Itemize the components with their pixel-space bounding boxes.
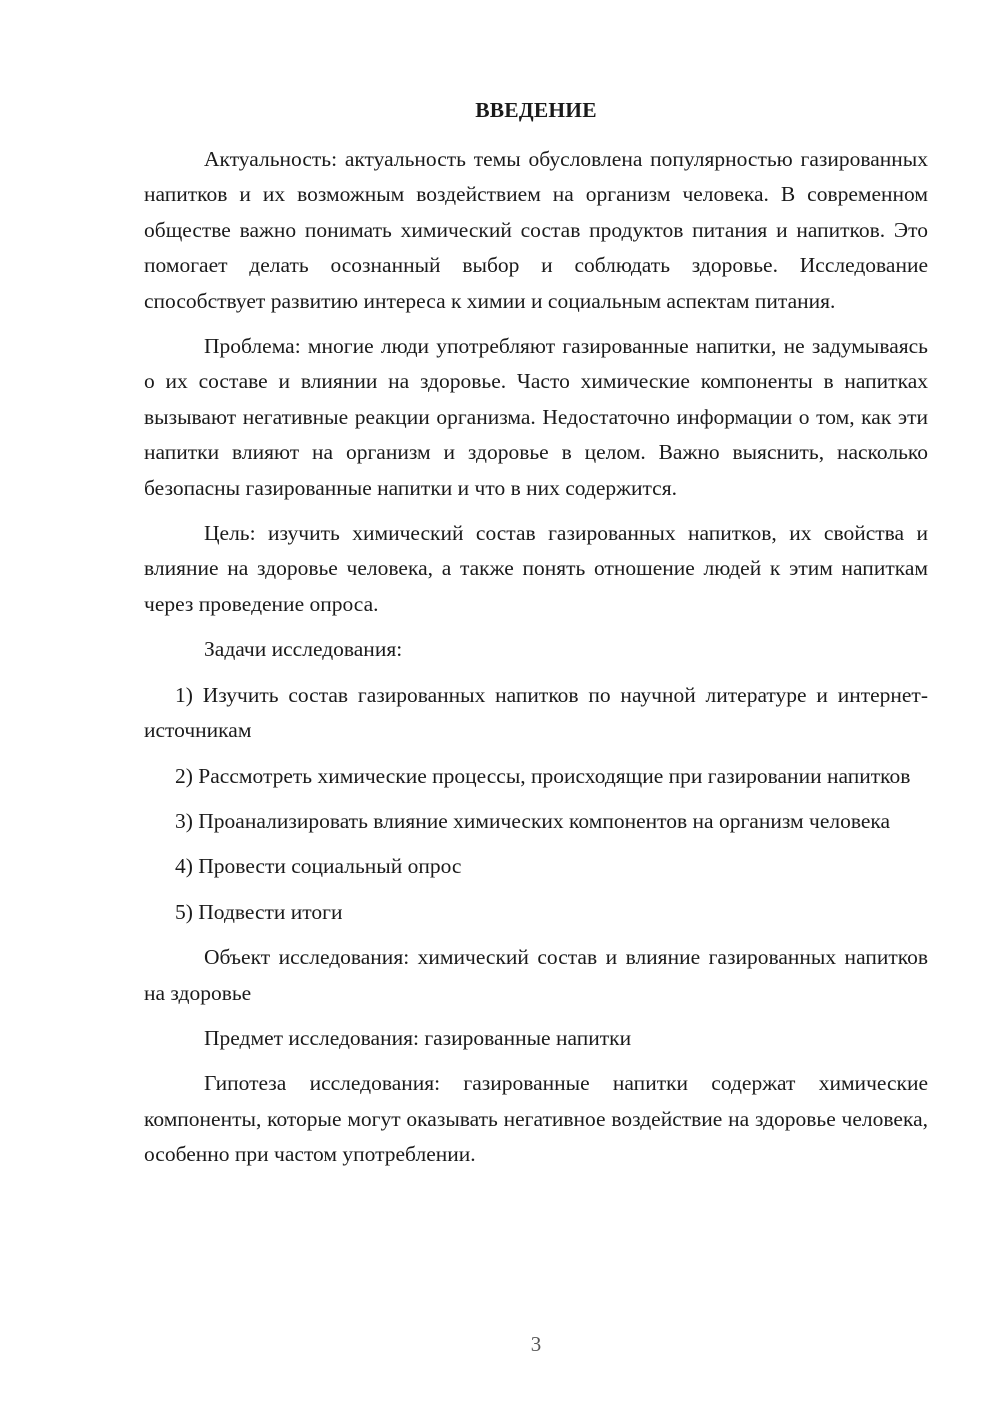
- paragraph-relevance: Актуальность: актуальность темы обусловлена популярностью газированных напитков и их возможным воздействием на организм человека. В современном обществе важно понимать химический состав продуктов питания и напитков. Это помогает делать осознанный выбор и соблюдать здоровье. Исследование способствует развитию интереса к химии и социальным аспектам питания.: [144, 147, 928, 313]
- list-item-task-5: 5) Подвести итоги: [175, 899, 343, 924]
- paragraph-object: Объект исследования: химический состав и влияние газированных напитков на здоровье: [144, 945, 928, 1005]
- list-item-task-3: 3) Проанализировать влияние химических компонентов на организм человека: [175, 808, 891, 833]
- list-item-task-2: 2) Рассмотреть химические процессы, происходящие при газировании напитков: [175, 763, 911, 788]
- paragraph-goal: Цель: изучить химический состав газированных напитков, их свойства и влияние на здоровье человека, а также понять отношение людей к этим напиткам через проведение опроса.: [144, 521, 928, 616]
- list-item-task-4: 4) Провести социальный опрос: [175, 854, 462, 879]
- section-heading: ВВЕДЕНИЕ: [475, 98, 597, 122]
- document-body: [144, 142, 928, 1173]
- list-item-task-1: 1) Изучить состав газированных напитков по научной литературе и интернет-источникам: [144, 682, 928, 743]
- page-number: 3: [530, 1332, 542, 1356]
- paragraph-problem: Проблема: многие люди употребляют газированные напитки, не задумываясь о их составе и влиянии на здоровье. Часто химические компоненты в напитках вызывают негативные реакции организма. Недостаточно информации о том, как эти напитки влияют на организм и здоровье в целом. Важно выяснить, насколько безопасны газированные напитки и что в них содержится.: [144, 334, 928, 500]
- tasks-heading: Задачи исследования:: [204, 637, 403, 662]
- paragraph-subject: Предмет исследования: газированные напитки: [204, 1025, 632, 1050]
- paragraph-hypothesis: Гипотеза исследования: газированные напитки содержат химические компоненты, которые могут оказывать негативное воздействие на здоровье человека, особенно при частом употреблении.: [144, 1071, 928, 1167]
